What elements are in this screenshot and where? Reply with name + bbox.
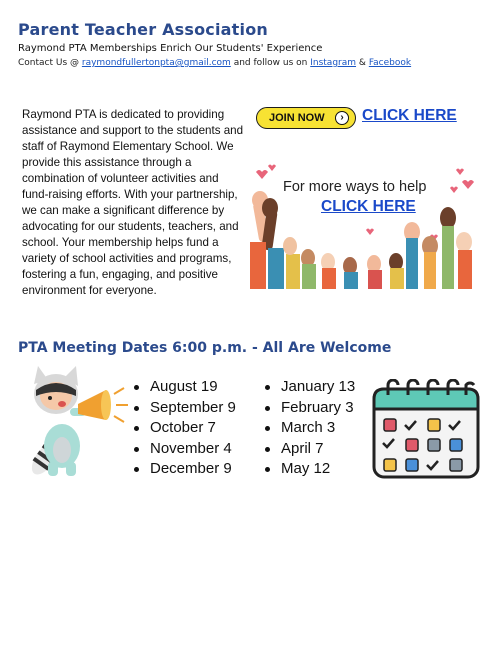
join-click-here-link[interactable]: CLICK HERE: [362, 107, 457, 124]
meeting-date: November 4: [134, 439, 236, 460]
meeting-date: April 7: [265, 439, 355, 460]
meeting-date: May 12: [265, 459, 355, 480]
help-click-here-link[interactable]: CLICK HERE: [321, 198, 416, 215]
intro-paragraph: Raymond PTA is dedicated to providing assistance and support to the students and staff of Raymond Elementary School. We provide this assistance through a combination of volunteer activities and fund-raising efforts. With your partnership, we can make a significant difference by advocating for our students, teachers, and school. Your membership helps fund a variety of school activities and programs, fostering a fun, engaging, and positive environment for everyone.: [22, 108, 244, 297]
ampersand: &: [358, 58, 366, 68]
arrow-right-icon: ›: [335, 111, 349, 125]
meetings-title: PTA Meeting Dates 6:00 p.m. - All Are Welcome: [18, 340, 392, 356]
meeting-dates-spring: [265, 377, 355, 480]
join-now-label: JOIN NOW: [269, 112, 325, 124]
email-link[interactable]: raymondfullertonpta@gmail.com: [81, 58, 231, 68]
contact-prefix: Contact Us @: [18, 58, 80, 68]
meeting-date: September 9: [134, 398, 236, 419]
instagram-link[interactable]: Instagram: [310, 58, 357, 68]
meeting-dates-fall: [134, 377, 236, 480]
meeting-date: January 13: [265, 377, 355, 398]
raccoon-megaphone-illustration: [18, 364, 136, 482]
help-text: For more ways to help: [283, 179, 427, 195]
meeting-date: August 19: [134, 377, 236, 398]
calendar-icon: [372, 379, 480, 479]
meeting-date: March 3: [265, 418, 355, 439]
meeting-date: December 9: [134, 459, 236, 480]
page-subtitle: Raymond PTA Memberships Enrich Our Students' Experience: [18, 43, 323, 54]
join-now-button[interactable]: [256, 107, 356, 129]
page-title: Parent Teacher Association: [18, 20, 268, 39]
follow-text: and follow us on: [233, 58, 308, 68]
meeting-date: October 7: [134, 418, 236, 439]
facebook-link[interactable]: Facebook: [368, 58, 412, 68]
contact-line: [18, 58, 411, 68]
meeting-date: February 3: [265, 398, 355, 419]
help-banner[interactable]: [250, 162, 476, 289]
